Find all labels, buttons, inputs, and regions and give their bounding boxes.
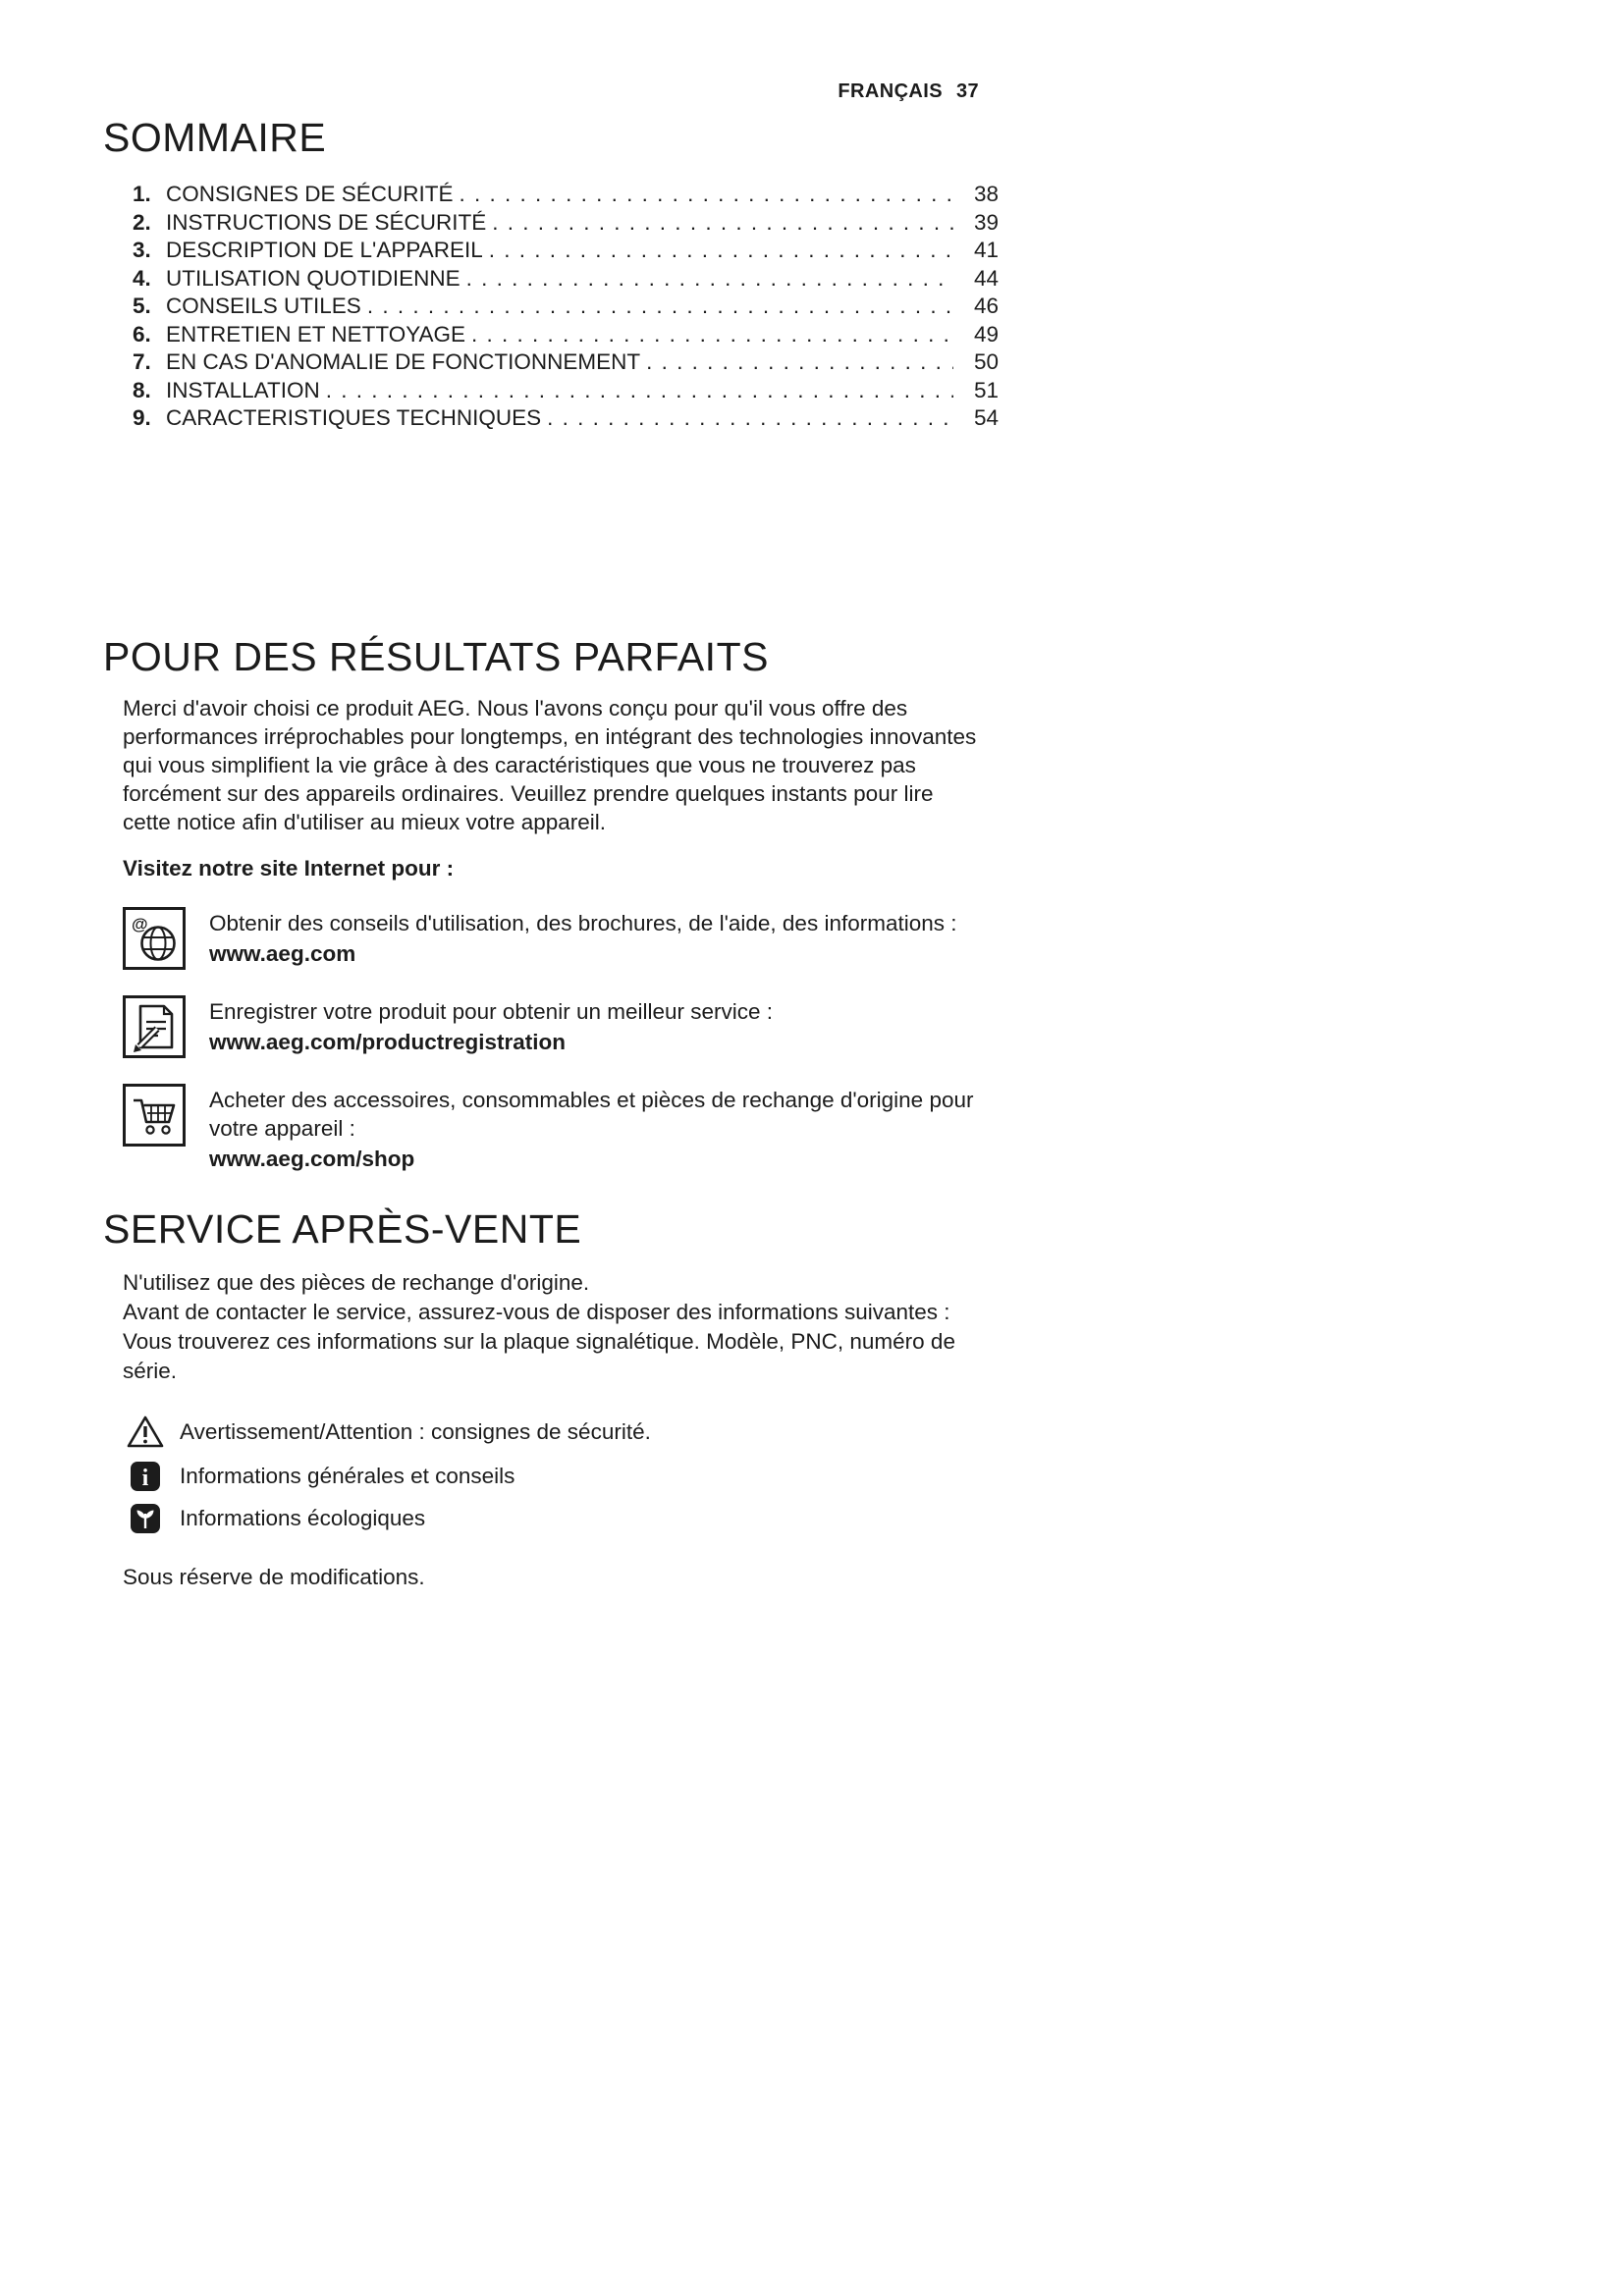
toc-entry xyxy=(133,348,999,377)
toc-entry-label: INSTALLATION xyxy=(166,377,320,402)
toc-leader-dots xyxy=(492,209,953,238)
page-header xyxy=(103,80,999,103)
legend-row xyxy=(123,1502,999,1535)
toc-leader-dots xyxy=(547,404,953,433)
table-of-contents xyxy=(133,181,999,433)
toc-entry-page: 44 xyxy=(973,265,999,291)
toc-leader-dots xyxy=(367,293,953,321)
link-description: Obtenir des conseils d'utilisation, des brochures, de l'aide, des informations : xyxy=(209,910,957,935)
toc-entry xyxy=(133,293,999,321)
shopping-cart-icon xyxy=(123,1084,186,1147)
toc-leader-dots xyxy=(326,377,953,405)
eco-icon xyxy=(123,1502,168,1535)
toc-entry-number: 3. xyxy=(133,238,151,262)
after-sales-line: N'utilisez que des pièces de rechange d'origine. xyxy=(123,1269,590,1295)
toc-entry-number: 7. xyxy=(133,349,151,374)
legend-row xyxy=(123,1414,999,1451)
toc-entry-label: INSTRUCTIONS DE SÉCURITÉ xyxy=(166,209,487,235)
modifications-note: Sous réserve de modifications. xyxy=(123,1564,425,1589)
after-sales-line: Avant de contacter le service, assurez-vous de disposer des informations suivantes : xyxy=(123,1299,950,1324)
svg-text:i: i xyxy=(141,1465,149,1491)
toc-leader-dots xyxy=(460,181,953,209)
legend-row xyxy=(123,1460,999,1493)
toc-entry-page: 46 xyxy=(973,294,999,318)
toc-entry-label: UTILISATION QUOTIDIENNE xyxy=(166,265,460,291)
toc-entry-number: 6. xyxy=(133,321,151,347)
page-content xyxy=(103,80,999,1590)
perfect-results-title: POUR DES RÉSULTATS PARFAITS xyxy=(103,633,769,679)
toc-leader-dots xyxy=(489,237,953,265)
toc-entry-page: 50 xyxy=(973,349,999,374)
toc-entry xyxy=(133,377,999,405)
intro-paragraph: Merci d'avoir choisi ce produit AEG. Nous l'avons conçu pour qu'il vous offre des performances irréprochables pour longtemps, en intégrant des technologies innovantes qui vous simplifient la vie grâce à des caractéristiques que vous ne trouverez pas forcément sur des appareils ordinaires. Veuillez prendre quelques instants pour lire cette notice afin d'utiliser au mieux votre appareil. xyxy=(123,695,977,834)
toc-leader-dots xyxy=(466,265,953,294)
toc-entry-page: 54 xyxy=(973,405,999,430)
toc-entry xyxy=(133,404,999,433)
toc-leader-dots xyxy=(471,321,953,349)
legend-text: Informations générales et conseils xyxy=(180,1463,515,1488)
visit-website-label: Visitez notre site Internet pour : xyxy=(123,855,455,881)
svg-text:@: @ xyxy=(132,914,148,934)
language-label: FRANÇAIS xyxy=(838,80,943,102)
toc-entry-label: CONSEILS UTILES xyxy=(166,294,361,318)
after-sales-line: Vous trouverez ces informations sur la plaque signalétique. Modèle, PNC, numéro de série. xyxy=(123,1328,955,1383)
register-document-icon xyxy=(123,995,186,1058)
toc-entry-label: DESCRIPTION DE L'APPAREIL xyxy=(166,238,483,262)
link-url: www.aeg.com xyxy=(209,940,356,966)
toc-entry-page: 49 xyxy=(973,321,999,347)
toc-title: SOMMAIRE xyxy=(103,115,327,160)
toc-leader-dots xyxy=(646,348,953,377)
link-description: Acheter des accessoires, consommables et pièces de rechange d'origine pour votre appareil : xyxy=(209,1087,974,1141)
website-link-row xyxy=(123,907,999,970)
toc-entry-label: CARACTERISTIQUES TECHNIQUES xyxy=(166,405,542,430)
toc-entry-label: EN CAS D'ANOMALIE DE FONCTIONNEMENT xyxy=(166,349,641,374)
toc-entry-label: CONSIGNES DE SÉCURITÉ xyxy=(166,182,454,206)
symbol-legend xyxy=(123,1414,999,1535)
toc-entry-page: 41 xyxy=(973,238,999,262)
toc-entry-number: 2. xyxy=(133,209,151,235)
toc-entry xyxy=(133,321,999,349)
toc-entry-number: 8. xyxy=(133,377,151,402)
toc-entry xyxy=(133,265,999,294)
page-number: 37 xyxy=(955,80,979,102)
globe-icon xyxy=(123,907,186,970)
toc-entry xyxy=(133,237,999,265)
link-url: www.aeg.com/shop xyxy=(209,1146,415,1171)
after-sales-title: SERVICE APRÈS-VENTE xyxy=(103,1205,582,1252)
link-url: www.aeg.com/productregistration xyxy=(209,1029,566,1054)
link-description: Enregistrer votre produit pour obtenir un meilleur service : xyxy=(209,998,774,1024)
toc-entry-page: 51 xyxy=(973,377,999,402)
toc-entry-page: 38 xyxy=(973,182,999,206)
legend-text: Avertissement/Attention : consignes de sécurité. xyxy=(180,1418,651,1444)
website-link-row xyxy=(123,995,999,1058)
toc-entry-number: 1. xyxy=(133,182,151,206)
toc-entry-number: 4. xyxy=(133,265,151,291)
info-icon xyxy=(123,1460,168,1493)
website-link-row xyxy=(123,1084,999,1173)
toc-entry-label: ENTRETIEN ET NETTOYAGE xyxy=(166,321,466,347)
toc-entry xyxy=(133,209,999,238)
legend-text: Informations écologiques xyxy=(180,1505,426,1530)
toc-entry-page: 39 xyxy=(973,209,999,235)
toc-entry-number: 9. xyxy=(133,405,151,430)
toc-entry xyxy=(133,181,999,209)
warning-triangle-icon xyxy=(123,1414,168,1451)
toc-entry-number: 5. xyxy=(133,294,151,318)
after-sales-text xyxy=(123,1268,999,1386)
